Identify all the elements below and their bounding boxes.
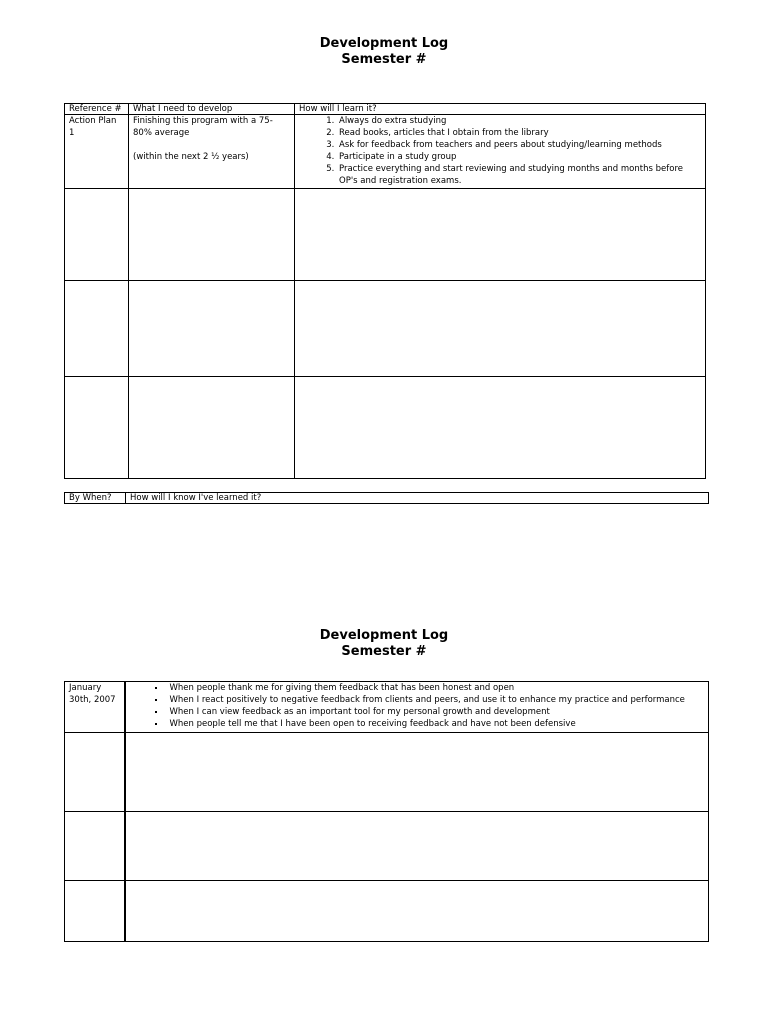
how-cell — [295, 115, 706, 189]
list-item: 5. Practice everything and start reviewing and studying months and months before OP's and registration exams. — [337, 163, 701, 187]
log-title: Development Log — [319, 36, 449, 51]
table-header-row — [65, 493, 709, 504]
date-cell — [65, 733, 125, 812]
table-row — [65, 189, 706, 281]
evaluation-table — [64, 681, 709, 942]
develop-goal: Finishing this program with a 75-80% average — [133, 116, 273, 138]
how-cell — [295, 377, 706, 479]
steps-list — [299, 115, 701, 187]
table-row — [65, 682, 709, 733]
table-row — [65, 733, 709, 812]
evaluation-header-table — [64, 492, 709, 504]
how-cell — [295, 189, 706, 281]
evidence-cell — [125, 812, 709, 881]
evidence-list — [130, 682, 705, 730]
date-cell — [65, 812, 125, 881]
log-subtitle: Semester # — [341, 644, 427, 659]
evidence-cell — [125, 682, 709, 733]
table-row — [65, 812, 709, 881]
header-by-when: By When? — [65, 493, 126, 504]
development-plan-table — [64, 103, 706, 479]
list-item: 3. Ask for feedback from teachers and peers about studying/learning methods — [337, 139, 701, 151]
header-reference: Reference # — [65, 104, 129, 115]
table-row — [65, 881, 709, 942]
develop-cell — [129, 377, 295, 479]
date-cell: January 30th, 2007 — [65, 682, 125, 733]
header-how: How will I learn it? — [295, 104, 706, 115]
table-header-row — [65, 104, 706, 115]
reference-cell — [65, 281, 129, 377]
date-cell — [65, 881, 125, 942]
develop-cell — [129, 189, 295, 281]
log-title: Development Log — [319, 628, 449, 643]
reference-cell: Action Plan 1 — [65, 115, 129, 189]
reference-cell — [65, 189, 129, 281]
list-item: ▪ When people thank me for giving them feedback that has been honest and open — [166, 682, 705, 694]
header-develop: What I need to develop — [129, 104, 295, 115]
log-subtitle: Semester # — [341, 52, 427, 67]
list-item: ▪ When I can view feedback as an important tool for my personal growth and development — [166, 706, 705, 718]
list-item: ▪ When I react positively to negative feedback from clients and peers, and use it to enhance my practice and performance — [166, 694, 705, 706]
list-item: 1. Always do extra studying — [337, 115, 701, 127]
develop-cell — [129, 281, 295, 377]
header-how-will-i-know: How will I know I've learned it? — [126, 493, 709, 504]
reference-cell — [65, 377, 129, 479]
list-item: 4. Participate in a study group — [337, 151, 701, 163]
list-item: ▪ When people tell me that I have been open to receiving feedback and have not been defensive — [166, 718, 705, 730]
table-row — [65, 377, 706, 479]
table-row — [65, 281, 706, 377]
how-cell — [295, 281, 706, 377]
evidence-cell — [125, 733, 709, 812]
develop-cell — [129, 115, 295, 189]
list-item: 2. Read books, articles that I obtain from the library — [337, 127, 701, 139]
table-row — [65, 115, 706, 189]
develop-timeframe: (within the next 2 ½ years) — [133, 152, 249, 162]
evidence-cell — [125, 881, 709, 942]
